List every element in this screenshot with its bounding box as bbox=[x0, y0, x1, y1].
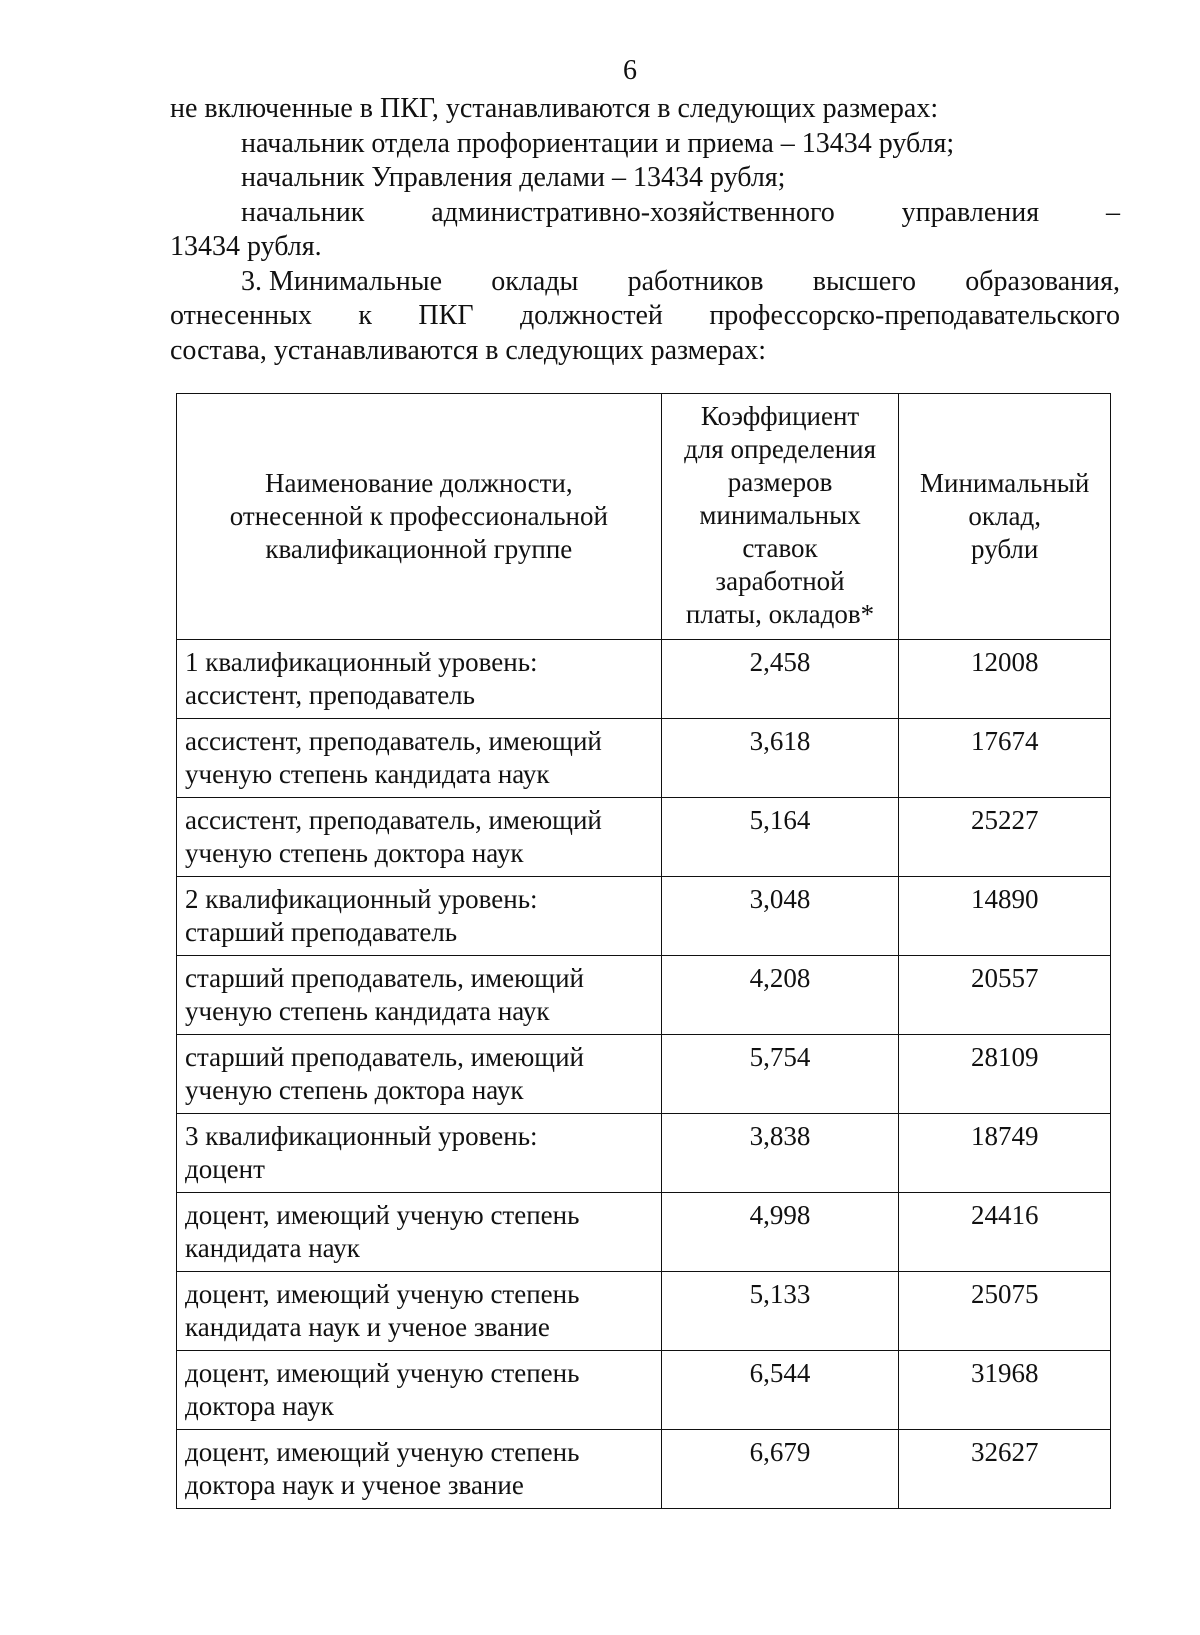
word: отнесенных bbox=[170, 300, 312, 331]
salary-cell: 24416 bbox=[899, 1193, 1111, 1272]
intro-line: состава, устанавливаются в следующих размерах: bbox=[170, 334, 767, 366]
intro-line-justified bbox=[170, 196, 1120, 231]
table-row bbox=[177, 956, 1111, 1035]
header-coefficient: Коэффициент для определения размеров минимальных ставок заработной платы, окладов* bbox=[661, 394, 899, 640]
salary-cell: 31968 bbox=[899, 1351, 1111, 1430]
intro-line-justified bbox=[170, 265, 1120, 300]
intro-line: не включенные в ПКГ, устанавливаются в следующих размерах: bbox=[170, 93, 939, 124]
coefficient-cell: 5,133 bbox=[661, 1272, 899, 1351]
coefficient-cell: 6,544 bbox=[661, 1351, 899, 1430]
position-name-cell: 2 квалификационный уровень: старший преподаватель bbox=[177, 877, 662, 956]
coefficient-cell: 5,754 bbox=[661, 1035, 899, 1114]
salary-cell: 14890 bbox=[899, 877, 1111, 956]
salary-cell: 20557 bbox=[899, 956, 1111, 1035]
word: управления bbox=[901, 196, 1040, 228]
table-row bbox=[177, 1272, 1111, 1351]
word: образования, bbox=[965, 265, 1120, 297]
coefficient-cell: 2,458 bbox=[661, 640, 899, 719]
table-row bbox=[177, 1035, 1111, 1114]
table-row bbox=[177, 1114, 1111, 1193]
word: оклады bbox=[491, 265, 579, 297]
position-name-cell: старший преподаватель, имеющий ученую степень кандидата наук bbox=[177, 956, 662, 1035]
salary-cell: 25075 bbox=[899, 1272, 1111, 1351]
word: – bbox=[1106, 196, 1120, 228]
salary-cell: 18749 bbox=[899, 1114, 1111, 1193]
table-row bbox=[177, 640, 1111, 719]
intro-text bbox=[170, 92, 1120, 368]
position-name-cell: доцент, имеющий ученую степень кандидата наук bbox=[177, 1193, 662, 1272]
position-name-cell: доцент, имеющий ученую степень кандидата наук и ученое звание bbox=[177, 1272, 662, 1351]
salary-cell: 17674 bbox=[899, 719, 1111, 798]
position-name-cell: 3 квалификационный уровень: доцент bbox=[177, 1114, 662, 1193]
intro-line: начальник отдела профориентации и приема – 13434 рубля; bbox=[241, 127, 955, 159]
salary-cell: 28109 bbox=[899, 1035, 1111, 1114]
word: высшего bbox=[812, 265, 917, 297]
word: начальник bbox=[241, 196, 365, 228]
coefficient-cell: 5,164 bbox=[661, 798, 899, 877]
header-position-name: Наименование должности, отнесенной к профессиональной квалификационной группе bbox=[177, 394, 662, 640]
word: должностей bbox=[519, 300, 663, 331]
word: работников bbox=[627, 265, 764, 297]
intro-line-justified bbox=[170, 299, 1120, 334]
position-name-cell: доцент, имеющий ученую степень доктора наук и ученое звание bbox=[177, 1430, 662, 1509]
position-name-cell: старший преподаватель, имеющий ученую степень доктора наук bbox=[177, 1035, 662, 1114]
intro-line: начальник Управления делами – 13434 рубля; bbox=[241, 162, 786, 193]
word: профессорско-преподавательского bbox=[709, 300, 1120, 331]
table-row bbox=[177, 798, 1111, 877]
table-row bbox=[177, 877, 1111, 956]
position-name-cell: ассистент, преподаватель, имеющий ученую степень кандидата наук bbox=[177, 719, 662, 798]
intro-line: 13434 рубля. bbox=[170, 231, 322, 262]
table-row bbox=[177, 1351, 1111, 1430]
coefficient-cell: 4,208 bbox=[661, 956, 899, 1035]
word: административно-хозяйственного bbox=[431, 196, 835, 228]
coefficient-cell: 6,679 bbox=[661, 1430, 899, 1509]
coefficient-cell: 3,048 bbox=[661, 877, 899, 956]
word: к bbox=[358, 300, 372, 331]
salary-table bbox=[176, 393, 1111, 1509]
coefficient-cell: 3,838 bbox=[661, 1114, 899, 1193]
header-min-salary: Минимальный оклад, рубли bbox=[899, 394, 1111, 640]
page-number: 6 bbox=[623, 55, 637, 86]
salary-cell: 12008 bbox=[899, 640, 1111, 719]
table-row bbox=[177, 719, 1111, 798]
salary-cell: 25227 bbox=[899, 798, 1111, 877]
coefficient-cell: 4,998 bbox=[661, 1193, 899, 1272]
salary-cell: 32627 bbox=[899, 1430, 1111, 1509]
position-name-cell: 1 квалификационный уровень: ассистент, преподаватель bbox=[177, 640, 662, 719]
table-header-row bbox=[177, 394, 1111, 640]
coefficient-cell: 3,618 bbox=[661, 719, 899, 798]
word: 3. Минимальные bbox=[241, 265, 443, 297]
table-row bbox=[177, 1430, 1111, 1509]
position-name-cell: ассистент, преподаватель, имеющий ученую степень доктора наук bbox=[177, 798, 662, 877]
table-row bbox=[177, 1193, 1111, 1272]
position-name-cell: доцент, имеющий ученую степень доктора наук bbox=[177, 1351, 662, 1430]
word: ПКГ bbox=[418, 300, 474, 331]
